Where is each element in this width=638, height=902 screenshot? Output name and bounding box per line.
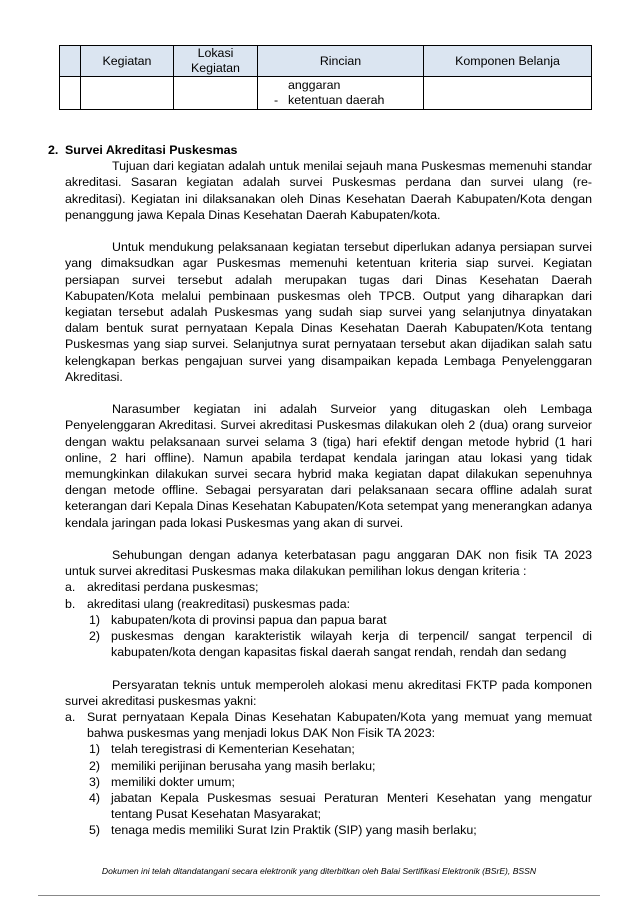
list-text: jabatan Kepala Puskesmas sesuai Peraturan Menteri Kesehatan yang mengatur tentang Pusat Kesehatan Masyarakat; [111, 791, 592, 822]
list-marker: 3) [89, 774, 101, 789]
rincian-line-2-text: ketentuan daerah [288, 93, 385, 107]
header-lokasi-line2: Kegiatan [191, 61, 240, 75]
sub-list-item [48, 774, 592, 790]
list-item [48, 596, 592, 612]
list-marker: 1) [89, 742, 101, 757]
list-text: Surat pernyataan Kepala Dinas Kesehatan Kabupaten/Kota yang memuat yang memuat bahwa puskesmas yang menjadi lokus DAK Non Fisik TA 2023: [87, 710, 592, 741]
list-text: telah teregistrasi di Kementerian Kesehatan; [111, 742, 355, 757]
footer-divider [38, 895, 600, 896]
sub-list-item [48, 628, 592, 660]
list-marker: 2) [89, 758, 101, 773]
list-text: memiliki perijinan berusaha yang masih berlaku; [111, 758, 376, 773]
list-marker: 1) [89, 612, 101, 627]
list-text: kabupaten/kota di provinsi papua dan papua barat [111, 612, 387, 627]
sub-list-item [48, 790, 592, 822]
list-item [48, 709, 592, 741]
rincian-line-2 [258, 93, 423, 108]
section-heading [48, 142, 592, 158]
paragraph-5: Persyaratan teknis untuk memperoleh alokasi menu akreditasi FKTP pada komponen survei akreditasi puskesmas yakni: [65, 677, 592, 708]
header-cell-blank [60, 46, 81, 77]
rincian-dash: - [274, 93, 279, 107]
budget-table [59, 45, 592, 110]
header-lokasi-line1: Lokasi [197, 46, 234, 60]
header-cell-lokasi [174, 46, 258, 77]
table-cell [60, 77, 81, 110]
section-number: 2. [48, 143, 59, 157]
section-title: Survei Akreditasi Puskesmas [65, 143, 238, 157]
list-text: memiliki dokter umum; [111, 774, 235, 789]
header-cell-kegiatan: Kegiatan [81, 46, 174, 77]
paragraph-2: Untuk mendukung pelaksanaan kegiatan tersebut diperlukan adanya persiapan survei yang dimaksudkan agar Puskesmas memenuhi ketentuan kriteria siap survei. Kegiatan persiapan survei tersebut adalah merupakan tugas dari Dinas Kesehatan Daerah Kabupaten/Kota melalui pembinaan puskesmas oleh TPCB. Output yang diharapkan dari kegiatan tersebut adalah Puskesmas yang sudah siap survei yang selanjutnya dinyatakan dalam bentuk surat pernyataan Kepala Dinas Kesehatan Daerah Kabupaten/Kota tentang Puskesmas yang siap survei. Selanjutnya surat pernyataan tersebut akan dijadikan salah satu kelengkapan berkas pengajuan survei yang disampaikan kepada Lembaga Penyelenggaran Akreditasi. [65, 240, 592, 384]
paragraph-1: Tujuan dari kegiatan adalah untuk menilai sejauh mana Puskesmas memenuhi standar akreditasi. Sasaran kegiatan adalah survei Puskesmas perdana dan survei ulang (re-akreditasi). Kegiatan ini dilaksanakan oleh Dinas Kesehatan Daerah Kabupaten/Kota dengan penanggung jawa Kepala Dinas Kesehatan Daerah Kabupaten/kota. [65, 159, 592, 222]
list-text: akreditasi ulang (reakreditasi) puskesmas pada: [87, 596, 351, 611]
sub-list-item [48, 758, 592, 774]
list-marker: a. [65, 580, 76, 595]
table-header-row [60, 46, 592, 77]
list-marker: b. [65, 596, 76, 611]
list-marker: 5) [89, 823, 101, 838]
list-marker: a. [65, 710, 76, 725]
list-marker: 2) [89, 629, 101, 644]
list-text: tenaga medis memiliki Surat Izin Praktik (SIP) yang masih berlaku; [111, 823, 477, 838]
table-cell [424, 77, 592, 110]
document-body [48, 142, 592, 839]
list-marker: 4) [89, 791, 101, 806]
header-cell-rincian: Rincian [258, 46, 424, 77]
rincian-line-1: anggaran [288, 78, 341, 92]
table-row [60, 77, 592, 110]
footer-signature-note: Dokumen ini telah ditandatangani secara elektronik yang diterbitkan oleh Balai Sertifikasi Elektronik (BSrE), BSSN [101, 866, 537, 876]
table-cell [81, 77, 174, 110]
sub-list-item [48, 612, 592, 628]
table-cell-rincian [258, 77, 424, 110]
sub-list-item [48, 822, 592, 838]
list-item [48, 579, 592, 595]
paragraph-4: Sehubungan dengan adanya keterbatasan pagu anggaran DAK non fisik TA 2023 untuk survei akreditasi Puskesmas maka dilakukan pemilihan lokus dengan kriteria : [65, 548, 592, 579]
table-cell [174, 77, 258, 110]
header-cell-komponen: Komponen Belanja [424, 46, 592, 77]
paragraph-3: Narasumber kegiatan ini adalah Surveior yang ditugaskan oleh Lembaga Penyelenggaran Akreditasi. Survei akreditasi Puskesmas dilakukan oleh 2 (dua) orang surveior dengan waktu pelaksanaan survei selama 3 (tiga) hari efektif dengan metode hybrid (1 hari online, 2 hari offline). Namun apabila terdapat kendala jaringan atau lokasi yang tidak memungkinkan dilakukan survei secara hybrid maka kegiatan dapat dilakukan sepenuhnya dengan metode offline. Sebagai persyaratan dari pelaksanaan secara offline adalah surat keterangan dari Kepala Dinas Kesehatan Kabupaten/Kota setempat yang menerangkan adanya kendala jaringan pada lokasi Puskesmas yang akan di survei. [65, 402, 592, 530]
list-text: puskesmas dengan karakteristik wilayah kerja di terpencil/ sangat terpencil di kabupaten/kota dengan kapasitas fiskal daerah sangat rendah, rendah dan sedang [111, 629, 592, 660]
list-text: akreditasi perdana puskesmas; [87, 580, 259, 595]
sub-list-item [48, 741, 592, 757]
